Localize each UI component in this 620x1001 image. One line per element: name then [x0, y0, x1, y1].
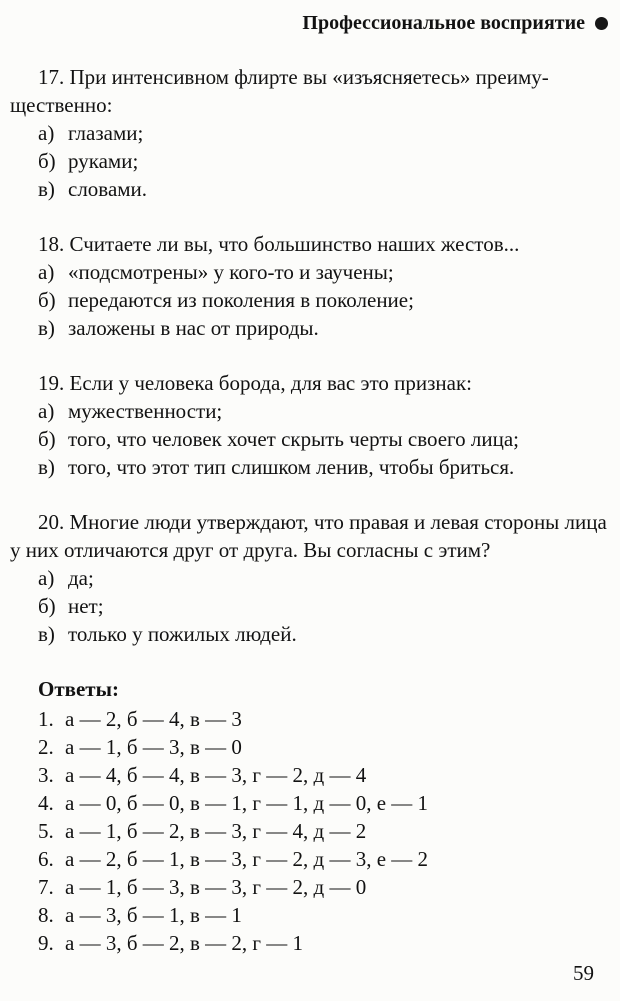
answer-values: а — 2, б — 1, в — 3, г — 2, д — 3, е — 2: [65, 847, 429, 871]
answer-key-row: [10, 705, 612, 733]
question-block-17: [10, 63, 612, 203]
question-text: [10, 369, 612, 397]
answer-option: [10, 258, 612, 286]
option-label: б): [38, 288, 56, 312]
question-text: [10, 508, 612, 564]
option-label: б): [38, 149, 56, 173]
answer-values: а — 3, б — 1, в — 1: [65, 903, 242, 927]
option-text: того, что этот тип слишком ленив, чтобы бриться.: [68, 455, 515, 479]
options-list: [10, 258, 612, 342]
answer-number: 7.: [38, 875, 54, 899]
page-header-title: Профессиональное восприятие: [302, 12, 585, 34]
answer-values: а — 2, б — 4, в — 3: [65, 707, 242, 731]
question-title: Если у человека борода, для вас это признак:: [69, 371, 473, 395]
option-label: а): [38, 566, 55, 590]
option-text: «подсмотрены» у кого-то и заучены;: [68, 260, 394, 284]
answer-number: 2.: [38, 735, 54, 759]
answer-key-row: [10, 929, 612, 957]
option-label: а): [38, 399, 55, 423]
question-text: [10, 63, 612, 119]
options-list: [10, 564, 612, 648]
option-text: нет;: [68, 594, 104, 618]
answer-option: [10, 592, 612, 620]
answer-number: 4.: [38, 791, 54, 815]
option-text: заложены в нас от природы.: [68, 316, 319, 340]
answer-key-row: [10, 761, 612, 789]
section-bullet-icon: [595, 17, 608, 30]
option-label: б): [38, 594, 56, 618]
question-number: 17.: [38, 65, 65, 89]
answer-values: а — 3, б — 2, в — 2, г — 1: [65, 931, 304, 955]
answer-key-row: [10, 733, 612, 761]
answer-values: а — 1, б — 3, в — 0: [65, 735, 242, 759]
answer-number: 5.: [38, 819, 54, 843]
answers-section: [10, 675, 612, 957]
answer-values: а — 1, б — 3, в — 3, г — 2, д — 0: [65, 875, 367, 899]
page-number: 59: [573, 961, 594, 985]
option-text: передаются из поколения в поколение;: [68, 288, 414, 312]
option-text: того, что человек хочет скрыть черты своего лица;: [68, 427, 519, 451]
answer-values: а — 0, б — 0, в — 1, г — 1, д — 0, е — 1: [65, 791, 429, 815]
question-block-18: [10, 230, 612, 342]
answer-option: [10, 147, 612, 175]
question-block-19: [10, 369, 612, 481]
answer-option: [10, 314, 612, 342]
question-text: [10, 230, 612, 258]
question-title: Многие люди утверждают, что правая и левая стороны лица у них отличаются друг от друга. Вы согласны с этим?: [10, 510, 607, 562]
page-body: [10, 63, 612, 957]
answer-option: [10, 397, 612, 425]
question-number: 20.: [38, 510, 65, 534]
options-list: [10, 119, 612, 203]
answer-key-list: [10, 705, 612, 957]
answer-number: 1.: [38, 707, 54, 731]
page-header: [10, 8, 612, 36]
option-label: в): [38, 622, 55, 646]
answer-option: [10, 453, 612, 481]
answer-number: 3.: [38, 763, 54, 787]
answer-key-row: [10, 789, 612, 817]
option-label: в): [38, 316, 55, 340]
answer-option: [10, 286, 612, 314]
question-number: 19.: [38, 371, 65, 395]
options-list: [10, 397, 612, 481]
answer-key-row: [10, 845, 612, 873]
answer-number: 6.: [38, 847, 54, 871]
answer-option: [10, 119, 612, 147]
answer-number: 9.: [38, 931, 54, 955]
option-text: мужественности;: [68, 399, 223, 423]
option-text: глазами;: [68, 121, 144, 145]
answer-values: а — 4, б — 4, в — 3, г — 2, д — 4: [65, 763, 367, 787]
option-text: да;: [68, 566, 94, 590]
answer-values: а — 1, б — 2, в — 3, г — 4, д — 2: [65, 819, 367, 843]
answer-number: 8.: [38, 903, 54, 927]
option-text: только у пожилых людей.: [68, 622, 297, 646]
option-label: в): [38, 177, 55, 201]
answers-heading: Ответы:: [38, 677, 120, 701]
answer-option: [10, 175, 612, 203]
question-block-20: [10, 508, 612, 648]
question-number: 18.: [38, 232, 65, 256]
question-title: Считаете ли вы, что большинство наших жестов...: [69, 232, 520, 256]
answer-option: [10, 425, 612, 453]
option-label: а): [38, 121, 55, 145]
option-label: б): [38, 427, 56, 451]
option-text: словами.: [68, 177, 148, 201]
answer-key-row: [10, 873, 612, 901]
option-text: руками;: [68, 149, 139, 173]
answer-key-row: [10, 901, 612, 929]
answer-key-row: [10, 817, 612, 845]
answer-option: [10, 564, 612, 592]
answer-option: [10, 620, 612, 648]
option-label: а): [38, 260, 55, 284]
option-label: в): [38, 455, 55, 479]
question-title: При интенсивном флирте вы «изъясняетесь» преимущественно:: [10, 65, 549, 117]
